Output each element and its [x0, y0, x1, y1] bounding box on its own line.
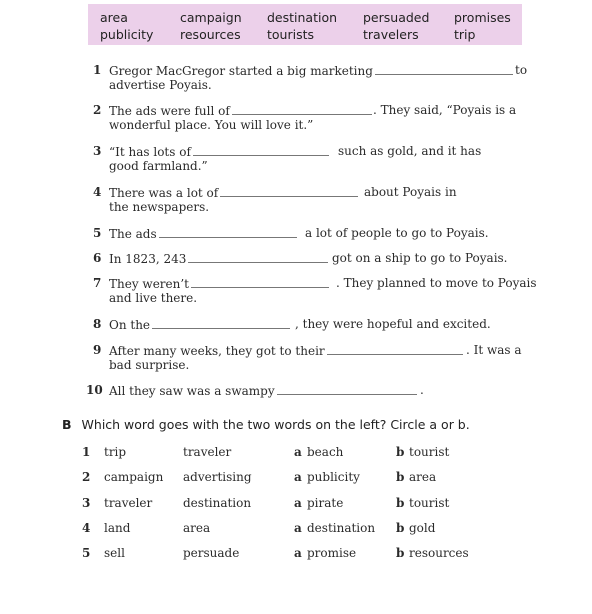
question-text-after: . They said, “Poyais is a: [373, 103, 517, 117]
option-a-label: a: [294, 445, 302, 459]
question-text-after: .: [420, 383, 424, 397]
option-b-label: b: [396, 470, 405, 484]
question-text-after: . It was a: [466, 343, 522, 357]
question-line2: the newspapers.: [109, 200, 210, 214]
question-number: 6: [93, 251, 102, 265]
left-word-2: traveler: [183, 445, 232, 459]
question-text-after: about Poyais in: [364, 185, 457, 199]
question-number: 3: [93, 144, 102, 158]
word-box: [88, 4, 522, 45]
word-campaign: campaign: [180, 10, 242, 25]
question-text: On the: [109, 318, 151, 332]
choice-row-1: [0, 445, 592, 461]
question-line2: bad surprise.: [109, 358, 190, 372]
question-text: In 1823, 243: [109, 252, 187, 266]
row-number: 5: [82, 546, 91, 560]
option-a[interactable]: beach: [307, 445, 344, 459]
option-a-label: a: [294, 546, 302, 560]
option-b-label: b: [396, 521, 405, 535]
answer-blank[interactable]: [152, 317, 290, 329]
word-resources: resources: [180, 27, 241, 42]
answer-blank[interactable]: [375, 63, 513, 75]
row-number: 4: [82, 521, 91, 535]
question-text: All they saw was a swampy: [109, 384, 275, 398]
question-text-after: a lot of people to go to Poyais.: [305, 226, 489, 240]
answer-blank[interactable]: [159, 226, 297, 238]
option-b[interactable]: gold: [409, 521, 436, 535]
answer-blank[interactable]: [191, 276, 329, 288]
choice-row-5: [0, 546, 592, 562]
option-b[interactable]: tourist: [409, 496, 450, 510]
question-number: 9: [93, 343, 102, 357]
option-a[interactable]: promise: [307, 546, 357, 560]
question-text: The ads were full of: [109, 104, 230, 118]
question-line2: advertise Poyais.: [109, 78, 212, 92]
word-tourists: tourists: [267, 27, 315, 42]
section-b-heading: [62, 417, 470, 432]
option-a[interactable]: destination: [307, 521, 376, 535]
word-persuaded: persuaded: [363, 10, 430, 25]
question-number: 5: [93, 226, 102, 240]
word-travelers: travelers: [363, 27, 419, 42]
choice-row-4: [0, 521, 592, 537]
left-word-1: trip: [104, 445, 127, 459]
question-line2: wonderful place. You will love it.”: [109, 118, 314, 132]
left-word-2: area: [183, 521, 211, 535]
left-word-2: persuade: [183, 546, 240, 560]
answer-blank[interactable]: [220, 185, 358, 197]
option-b-label: b: [396, 445, 405, 459]
question-number: 10: [86, 383, 103, 397]
question-number: 1: [93, 63, 102, 77]
question-text-after: got on a ship to go to Poyais.: [332, 251, 508, 265]
question-line2: and live there.: [109, 291, 198, 305]
section-instruction: Which word goes with the two words on the left? Circle a or b.: [81, 417, 470, 432]
option-b[interactable]: tourist: [409, 445, 450, 459]
answer-blank[interactable]: [327, 343, 463, 355]
question-text-after: , they were hopeful and excited.: [295, 317, 491, 331]
choice-row-3: [0, 496, 592, 512]
section-letter: B: [62, 417, 72, 432]
option-b[interactable]: resources: [409, 546, 469, 560]
question-text: Gregor MacGregor started a big marketing: [109, 64, 373, 78]
question-text-after: to: [515, 63, 528, 77]
left-word-1: sell: [104, 546, 125, 560]
left-word-1: traveler: [104, 496, 153, 510]
word-promises: promises: [454, 10, 511, 25]
question-text: They weren’t: [109, 277, 190, 291]
option-a-label: a: [294, 496, 302, 510]
row-number: 1: [82, 445, 91, 459]
question-number: 2: [93, 103, 102, 117]
question-text: After many weeks, they got to their: [109, 344, 325, 358]
row-number: 3: [82, 496, 91, 510]
word-trip: trip: [454, 27, 476, 42]
question-line2: good farmland.”: [109, 159, 208, 173]
row-number: 2: [82, 470, 91, 484]
question-text: The ads: [109, 227, 157, 241]
answer-blank[interactable]: [193, 144, 329, 156]
option-a-label: a: [294, 521, 302, 535]
question-number: 4: [93, 185, 102, 199]
word-area: area: [100, 10, 128, 25]
option-a[interactable]: pirate: [307, 496, 344, 510]
option-b-label: b: [396, 546, 405, 560]
left-word-2: advertising: [183, 470, 252, 484]
word-destination: destination: [267, 10, 338, 25]
answer-blank[interactable]: [188, 251, 328, 263]
question-number: 7: [93, 276, 102, 290]
question-text: “It has lots of: [109, 145, 191, 159]
option-a-label: a: [294, 470, 302, 484]
answer-blank[interactable]: [277, 383, 417, 395]
option-b[interactable]: area: [409, 470, 437, 484]
word-publicity: publicity: [100, 27, 154, 42]
question-number: 8: [93, 317, 102, 331]
question-text-after: such as gold, and it has: [338, 144, 482, 158]
option-b-label: b: [396, 496, 405, 510]
left-word-1: campaign: [104, 470, 164, 484]
option-a[interactable]: publicity: [307, 470, 360, 484]
left-word-1: land: [104, 521, 131, 535]
answer-blank[interactable]: [232, 103, 372, 115]
left-word-2: destination: [183, 496, 252, 510]
question-text: There was a lot of: [109, 186, 219, 200]
choice-row-2: [0, 470, 592, 486]
question-text-after: . They planned to move to Poyais: [336, 276, 537, 290]
